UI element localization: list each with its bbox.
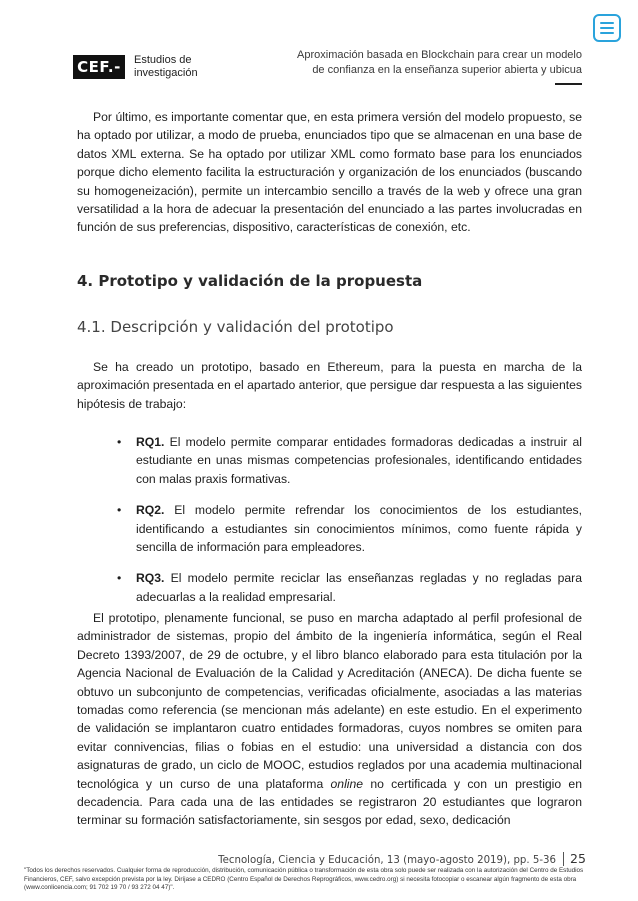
journal-reference: Tecnología, Ciencia y Educación, 13 (mayo-agosto 2019), pp. 5-36 (218, 855, 556, 866)
header-rule (555, 83, 582, 85)
paragraph (77, 609, 582, 830)
subsection-heading: 4.1. Descripción y validación del prototipo (77, 318, 394, 336)
page-number: 25 (570, 851, 586, 866)
list-item (117, 433, 583, 488)
list-item (117, 501, 582, 556)
footer-divider (563, 852, 564, 866)
logo-caption-line: Estudios de (134, 54, 192, 66)
logo-caption (134, 54, 198, 80)
paragraph-text: no certificada y con un prestigio en decadencia. Para cada una de las entidades se registraron 20 estudiantes que lograron terminar su formación satisfactoriamente, sin sesgos por edad, sexo, dedicación (77, 776, 582, 828)
hypothesis-label: RQ1. (136, 435, 165, 449)
bullet-icon: • (117, 503, 122, 518)
publisher-logo: CEF.- (73, 55, 125, 79)
hypothesis-text: El modelo permite refrendar los conocimientos de los estudiantes, identificando a estudiantes sin conocimientos mínimos, como fuente rápida y sencilla de información para empleadores. (136, 503, 582, 555)
bullet-icon: • (117, 571, 122, 586)
paragraph-text: El prototipo, plenamente funcional, se puso en marcha adaptado al perfil profesional de administrador de sistemas, propio del ámbito de la ingeniería informática, según el Real Decreto 1393/2007, de 29 de octubre, y el libro blanco elaborado para esta titulación por la Agencia Nacional de Evaluación de la Calidad y Acreditación (ANECA). De dicha fuente se obtuvo un subconjunto de competencias, verificadas oficialmente, asociadas a las materias tomadas como referencia (se mencionan más adelante) en este estudio. En el experimento de validación se implantaron cuatro entidades formadoras, cuyos nombres se omiten para evitar connivencias, filias o fobias en el estudio: una universidad a distancia con dos asignaturas de grado, un ciclo de MOOC, estudios reglados por una academia multinacional tecnológica y un curso de una plataforma (77, 611, 582, 791)
running-title (297, 48, 582, 78)
running-title-line: Aproximación basada en Blockchain para crear un modelo (297, 49, 582, 61)
menu-line (600, 22, 614, 24)
paragraph-1-block (77, 108, 582, 237)
copyright-notice: "Todos los derechos reservados. Cualquier forma de reproducción, distribución, comunicación pública o transformación de esta obra solo puede ser realizada con la autorización del Centro de Estudios Financieros, CEF, salvo excepción prevista por la ley. Diríjase a CEDRO (Centro Español de Derechos Reprográficos, www.cedro.org) si necesita fotocopiar o escanear algún fragmento de esta obra (www.conlicencia.com; 91 702 19 70 / 93 272 04 47)". (24, 867, 584, 892)
menu-icon[interactable] (593, 14, 621, 42)
hypothesis-label: RQ3. (136, 571, 165, 586)
hypothesis-text: El modelo permite comparar entidades formadoras dedicadas a instruir al estudiante en unas mismas competencias profesionales, identificando entidades con malas praxis formativas. (136, 435, 583, 486)
hypotheses-list (117, 433, 583, 619)
bullet-icon: • (117, 435, 122, 449)
paragraph: Por último, es importante comentar que, en esta primera versión del modelo propuesto, se ha optado por utilizar, a modo de prueba, enunciados tipo que se almacenan en una base de datos XML externa. Se ha optado por utilizar XML como formato base para los enunciados porque dicho elemento facilita la estructuración y organización de los enunciados (buscando su homogeneización), permite un intercambio sencillo a través de la web y ofrece una gran versatilidad a la hora de adecuar la presentación del enunciado a las partes involucradas en función de sus preferencias, dispositivo, características de conexión, etc. (77, 110, 582, 235)
section-heading: 4. Prototipo y validación de la propuesta (77, 272, 423, 290)
hypothesis-label: RQ2. (136, 503, 165, 518)
paragraph: Se ha creado un prototipo, basado en Ethereum, para la puesta en marcha de la aproximación presentada en el apartado anterior, que persigue dar respuesta a las siguientes hipótesis de trabajo: (77, 360, 582, 411)
menu-line (600, 27, 614, 29)
italic-term: online (330, 776, 364, 791)
menu-line (600, 32, 614, 34)
paragraph-2-block (77, 358, 582, 413)
list-item (117, 569, 583, 606)
logo-caption-line: investigación (134, 67, 198, 79)
running-title-line: de confianza en la enseñanza superior abierta y ubicua (312, 64, 582, 76)
hypothesis-text: El modelo permite reciclar las enseñanzas regladas y no regladas para adecuarlas a la realidad empresarial. (136, 571, 583, 604)
paragraph-3-block (77, 609, 582, 830)
